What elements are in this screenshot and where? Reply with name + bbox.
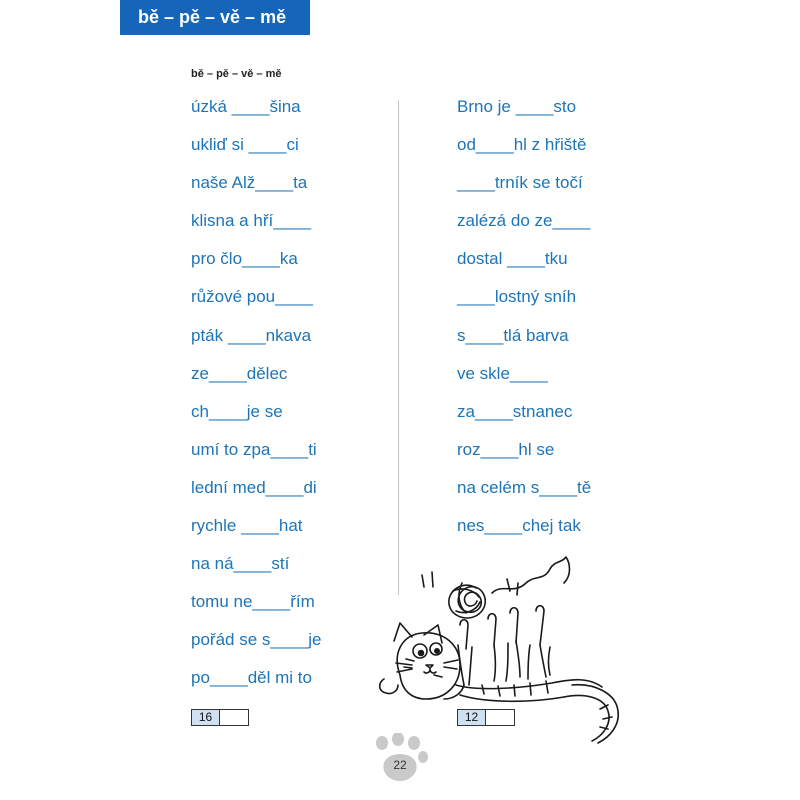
exercise-item[interactable]: za____stnanec [457, 401, 573, 421]
right-exercise-column [457, 95, 591, 552]
page-number: 22 [393, 758, 407, 772]
exercise-item[interactable]: pro člo____ka [191, 249, 298, 269]
yarn-ball-icon [449, 583, 485, 618]
exercise-item[interactable]: dostal ____tku [457, 249, 568, 269]
exercise-item[interactable]: lední med____di [191, 477, 317, 497]
exercise-item[interactable]: ch____je se [191, 401, 283, 421]
exercise-item[interactable]: naše Alž____ta [191, 173, 308, 193]
left-exercise-column [191, 95, 321, 705]
column-divider [398, 100, 399, 595]
exercise-item[interactable]: ze____dělec [191, 363, 288, 383]
exercise-item[interactable]: ve skle____ [457, 363, 548, 383]
exercise-item[interactable]: Brno je ____sto [457, 97, 577, 116]
exercise-item[interactable]: nes____chej tak [457, 516, 581, 536]
exercise-subtitle: bě – pě – vě – mě [191, 68, 282, 80]
exercise-item[interactable]: umí to zpa____ti [191, 439, 317, 459]
exercise-item[interactable]: ____trník se točí [457, 173, 583, 193]
exercise-item[interactable]: růžové pou____ [191, 287, 313, 307]
section-header-tab [120, 0, 310, 35]
exercise-item[interactable]: pták ____nkava [191, 325, 312, 345]
exercise-item[interactable]: po____děl mi to [191, 668, 312, 688]
exercise-item[interactable]: na ná____stí [191, 554, 290, 574]
left-score-box [191, 709, 249, 726]
exercise-item[interactable]: klisna a hří____ [191, 211, 312, 231]
exercise-item[interactable]: úzká ____šina [191, 97, 301, 116]
exercise-item[interactable]: ____lostný sníh [457, 287, 577, 307]
exercise-item[interactable]: zalézá do ze____ [457, 211, 591, 231]
exercise-item[interactable]: s____tlá barva [457, 325, 569, 345]
left-score-value: 16 [192, 710, 220, 725]
exercise-item[interactable]: ukliď si ____ci [191, 135, 299, 155]
exercise-item[interactable]: tomu ne____řím [191, 592, 315, 612]
section-header-title: bě – pě – vě – mě [138, 7, 287, 27]
exercise-item[interactable]: na celém s____tě [457, 477, 592, 497]
cat-with-yarn-illustration [372, 555, 622, 745]
exercise-item[interactable]: od____hl z hřiště [457, 135, 587, 155]
exercise-item[interactable]: pořád se s____je [191, 630, 322, 650]
left-score-answer-field[interactable] [220, 710, 248, 725]
exercise-item[interactable]: rychle ____hat [191, 516, 303, 536]
right-score-value: 12 [458, 710, 486, 725]
exercise-item[interactable]: roz____hl se [457, 439, 555, 459]
